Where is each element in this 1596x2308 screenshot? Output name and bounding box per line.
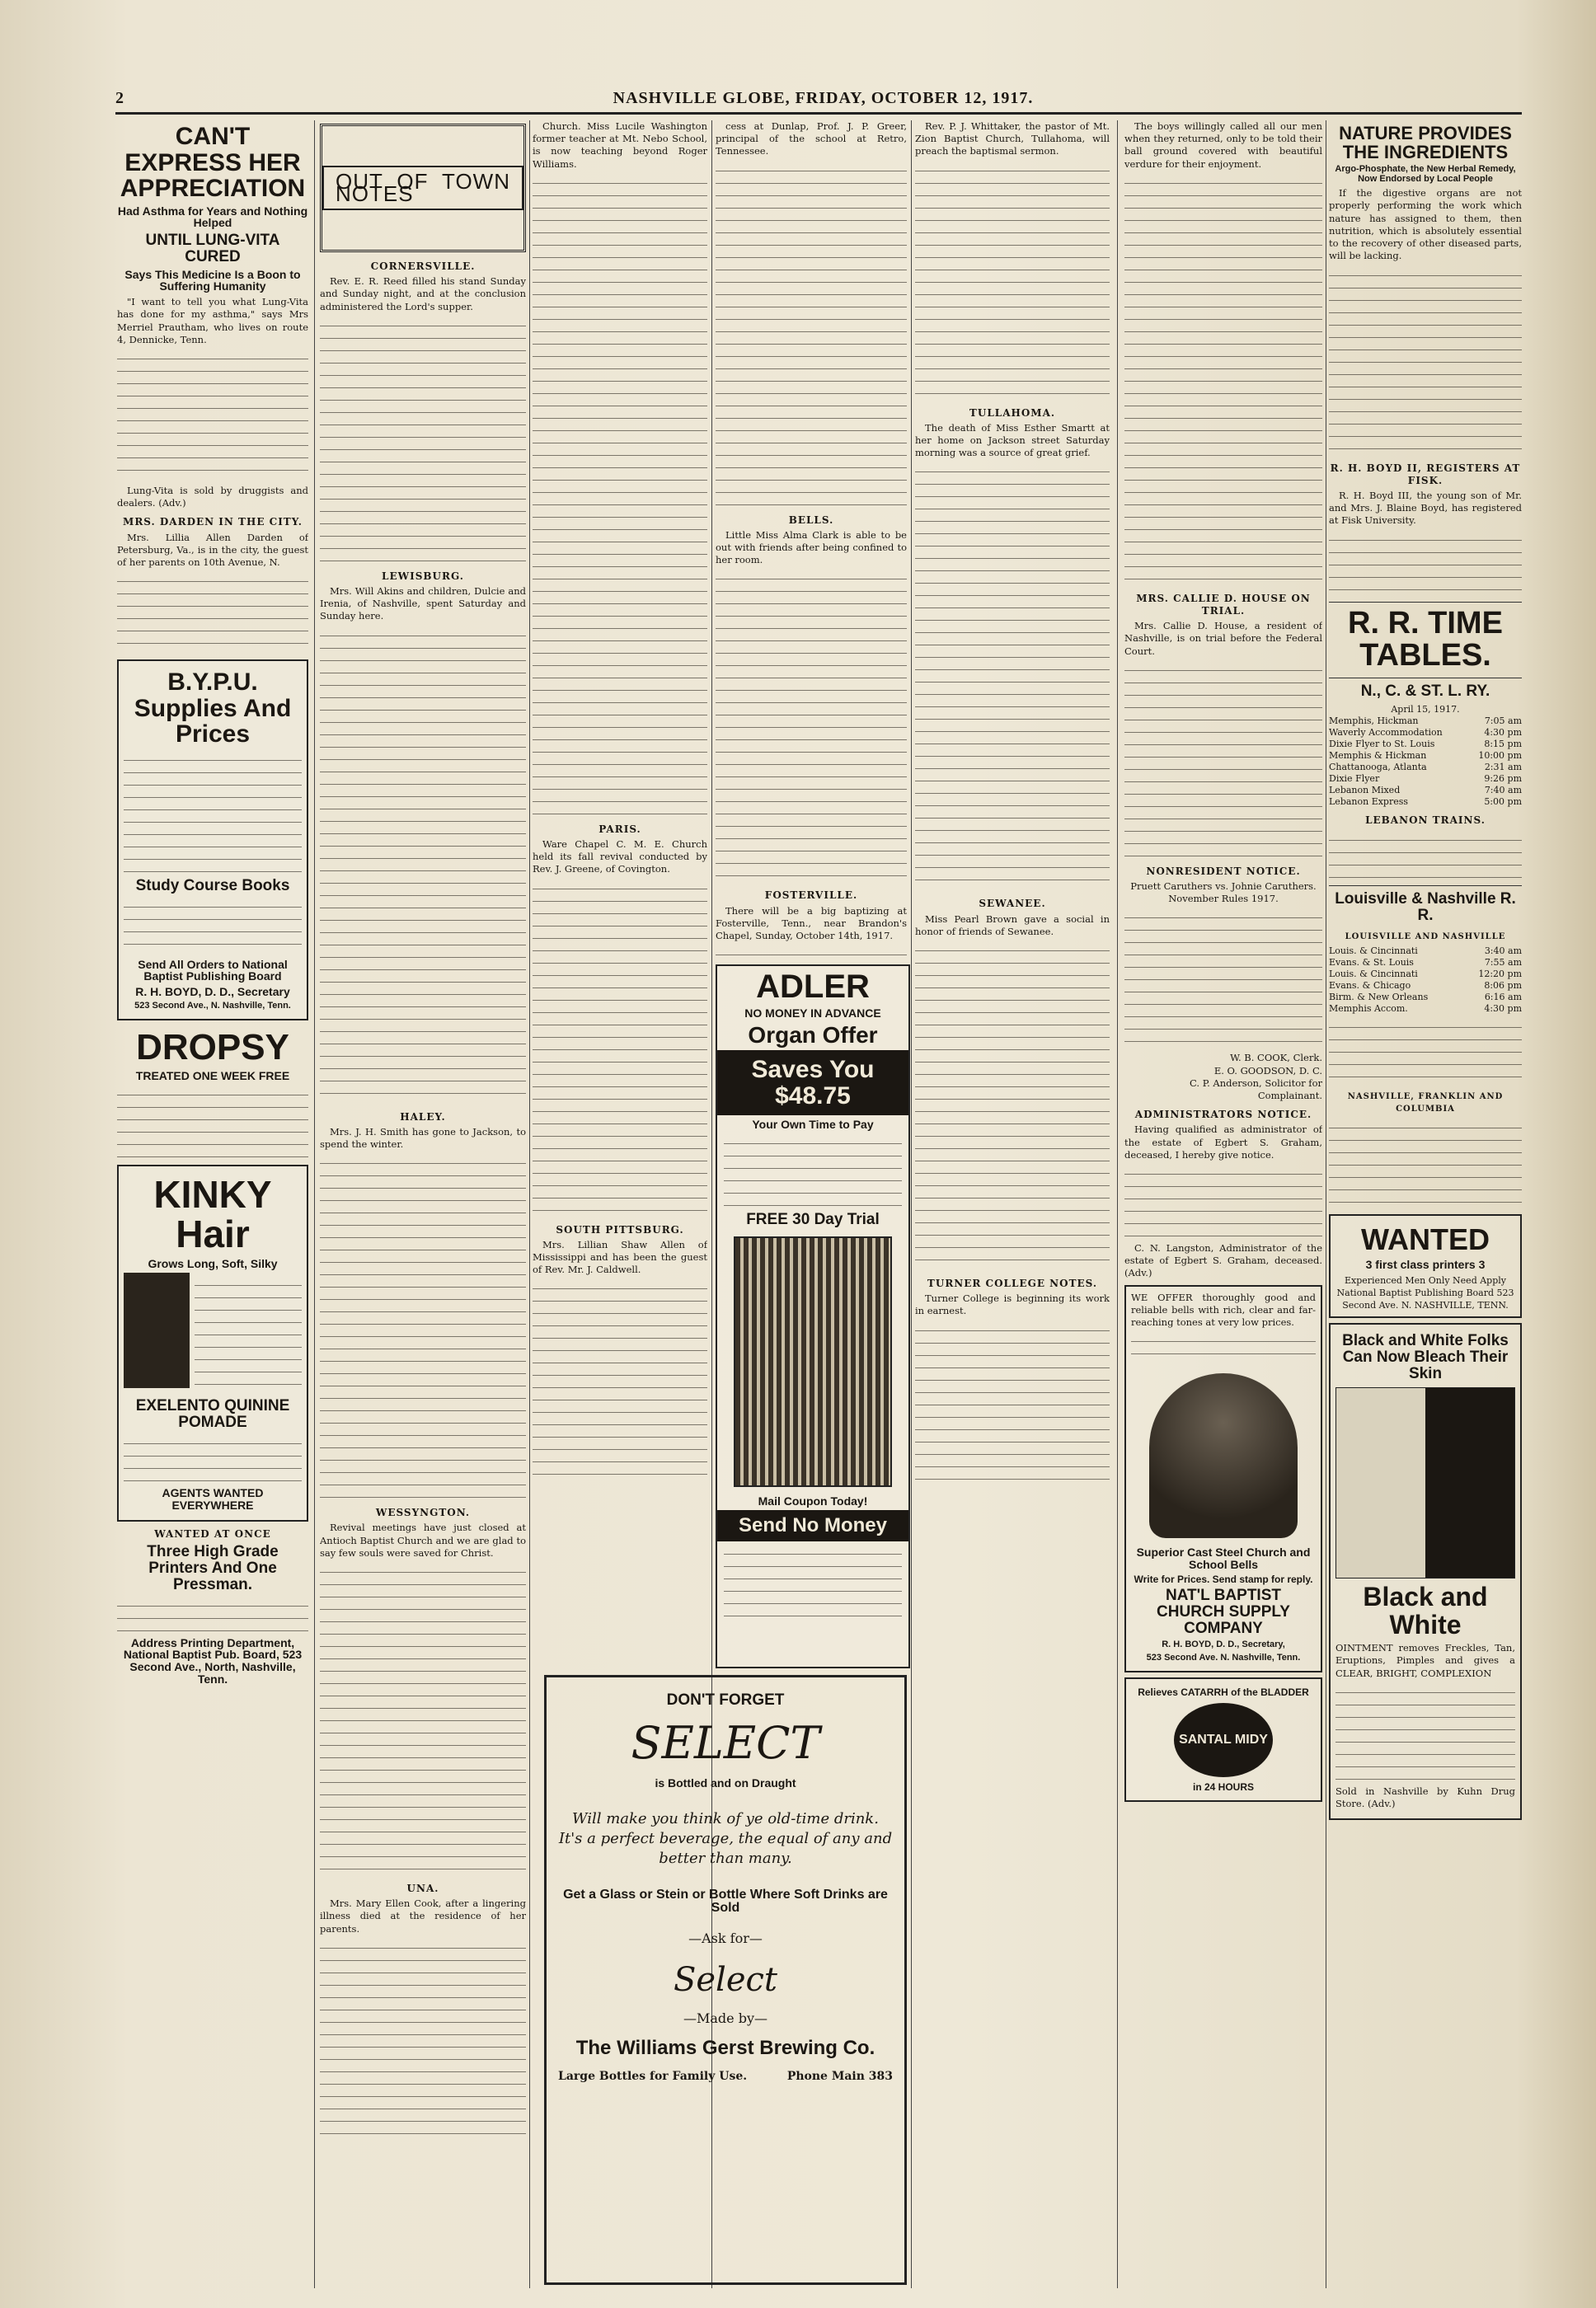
train-name: Lebanon Mixed: [1329, 785, 1401, 796]
article-text: Having qualified as administrator of the estate of Egbert S. Graham, deceased, I hereby give notice.: [1124, 1124, 1322, 1161]
column-2: [320, 120, 526, 2288]
article-body-lines: [1124, 908, 1322, 1048]
ad-body-lines: [195, 1276, 302, 1391]
kinky-title: KINKY Hair: [153, 1173, 272, 1256]
train-name: Lebanon Express: [1329, 796, 1409, 808]
section-title: SEWANEE.: [979, 898, 1046, 910]
column-5: [915, 120, 1110, 2288]
train-name: Memphis, Hickman: [1329, 715, 1419, 727]
train-name: Memphis Accom.: [1329, 1002, 1408, 1014]
train-row: [1329, 969, 1522, 980]
train-name: Chattanooga, Atlanta: [1329, 762, 1427, 773]
kinky-hair-ad: [117, 1165, 308, 1522]
article-text: The boys willingly called all our men when they returned, only to be told their ball ground covered with beautiful verdure for their enjoyment.: [1124, 120, 1322, 170]
article-text: Mrs. Lillia Allen Darden of Petersburg, Va., is in the city, the guest of her parents on 10th Avenue, N.: [117, 531, 308, 568]
article-body-lines: [117, 572, 308, 654]
select-bottled: is Bottled and on Draught: [655, 1776, 796, 1790]
article-text: Revival meetings have just closed at Antioch Baptist Church and we are glad to say few souls were saved for Christ.: [320, 1522, 526, 1559]
train-name: Evans. & Chicago: [1329, 979, 1411, 991]
adler-mail-coupon: Mail Coupon Today!: [758, 1494, 868, 1508]
section-title: TURNER COLLEGE NOTES.: [927, 1278, 1098, 1290]
train-row: [1329, 727, 1522, 739]
article-text: Miss Pearl Brown gave a social in honor of friends of Sewanee.: [915, 912, 1110, 937]
masthead-rule: [115, 112, 1522, 115]
subhead-boon: Says This Medicine Is a Boon to Suffering Humanity: [124, 267, 301, 293]
case-rules: November Rules 1917.: [1168, 893, 1279, 905]
ln-title: Louisville & Nashville R. R.: [1335, 889, 1516, 924]
train-name: Evans. & St. Louis: [1329, 956, 1414, 968]
article-text: Rev. P. J. Whittaker, the pastor of Mt. Zion Baptist Church, Tullahoma, will preach the baptismal sermon.: [915, 120, 1110, 157]
bells-address: 523 Second Ave. N. Nashville, Tenn.: [1146, 1652, 1301, 1663]
article-body-lines: [1124, 174, 1322, 586]
santal-capsule: SANTAL MIDY: [1174, 1703, 1273, 1777]
train-row: [1329, 715, 1522, 727]
train-time: 5:00 pm: [1484, 796, 1522, 808]
article-text: Mrs. J. H. Smith has gone to Jackson, to spend the winter.: [320, 1125, 526, 1151]
section-title: CORNERSVILLE.: [370, 260, 476, 272]
dropsy-title: DROPSY: [136, 1027, 289, 1068]
masthead: NASHVILLE GLOBE, FRIDAY, OCTOBER 12, 1917.: [613, 89, 1034, 107]
ad-body-lines: [124, 898, 302, 955]
out-of-town-banner: [320, 124, 526, 252]
train-time: 4:30 pm: [1484, 727, 1522, 739]
article-text: There will be a big baptizing at Fosterville, Tenn., near Brandon's Chapel, Sunday, October 14th, 1917.: [716, 904, 907, 942]
train-row: [1329, 992, 1522, 1003]
article-body-lines: [1329, 531, 1522, 597]
timetable-lines: [1329, 1119, 1522, 1209]
train-row: [1329, 762, 1522, 773]
lebanon-title: LEBANON TRAINS.: [1365, 814, 1486, 827]
train-time: 2:31 am: [1484, 762, 1522, 773]
article-text: "I want to tell you what Lung-Vita has done for my asthma," says Mrs Merriel Prautham, who lives on route 4, Dennicke, Tenn.: [117, 296, 308, 345]
article-body-lines: [716, 162, 907, 508]
column-7: [1329, 120, 1522, 2288]
article-body-lines: [117, 349, 308, 481]
article-body-lines: [320, 1154, 526, 1500]
train-time: 6:16 am: [1484, 991, 1522, 1002]
article-text: If the digestive organs are not properly performing the work which nature has assigned to them, then nutrition, which is absolutely essential to the recovery of other diseased parts, will be lacking.: [1329, 187, 1522, 262]
article-text: R. H. Boyd III, the young son of Mr. and Mrs. J. Blaine Boyd, has registered at Fisk University.: [1329, 489, 1522, 527]
train-time: 12:20 pm: [1478, 968, 1522, 979]
case-dc: E. O. GOODSON, D. C.: [1213, 1064, 1322, 1077]
select-beer-ad: [544, 1675, 907, 2285]
column-1: [117, 120, 308, 2288]
column-6: [1124, 120, 1322, 2288]
article-text: Church. Miss Lucile Washington former teacher at Mt. Nebo School, is now teaching beyond Roger Williams.: [533, 120, 707, 170]
adler-title: ADLER: [756, 969, 870, 1005]
select-where-sold: Get a Glass or Stein or Bottle Where Soft Drinks are Sold: [563, 1887, 888, 1916]
select-dont-forget: DON'T FORGET: [666, 1691, 785, 1709]
case-parties: Pruett Caruthers vs. Johnie Caruthers.: [1130, 880, 1317, 893]
rr-timetables-title: R. R. TIME TABLES.: [1348, 605, 1503, 673]
select-brewery: The Williams Gerst Brewing Co.: [575, 2037, 875, 2060]
train-row: [1329, 796, 1522, 808]
ncstl-train-list: [1329, 715, 1522, 808]
coupon-lines: [724, 1545, 902, 1619]
wanted-title-2: WANTED: [1361, 1222, 1490, 1257]
black-white-ointment-ad: [1329, 1323, 1522, 1820]
adler-send-no-money: Send No Money: [717, 1510, 908, 1541]
ad-body-lines: [724, 1134, 902, 1208]
select-ask-for: —Ask for—: [688, 1930, 763, 1947]
bells-offer: WE OFFER thoroughly good and reliable bells with rich, clear and far-reaching tones at very low prices.: [1131, 1291, 1316, 1329]
ln-train-list: [1329, 945, 1522, 1015]
subhead-cured: UNTIL LUNG-VITA CURED: [145, 231, 280, 265]
article-text: Little Miss Alma Clark is able to be out with friends after being confined to her room.: [716, 528, 907, 566]
article-body-lines: [533, 1279, 707, 1477]
select-title-2: Select: [673, 1961, 777, 2000]
bells-company: NAT'L BAPTIST CHURCH SUPPLY COMPANY: [1157, 1587, 1290, 1638]
train-time: 9:26 pm: [1484, 773, 1522, 785]
train-time: 7:40 am: [1484, 785, 1522, 796]
bw-ointment: OINTMENT removes Freckles, Tan, Eruptions, Pimples and gives a CLEAR, BRIGHT, COMPLEXION: [1335, 1642, 1515, 1679]
page-number: 2: [115, 89, 124, 107]
section-title: R. H. BOYD II, REGISTERS AT FISK.: [1330, 462, 1521, 486]
column-divider: [1117, 120, 1118, 2288]
select-slogan: Will make you think of ye old-time drink. It's a perfect beverage, the equal of any and better than many.: [558, 1809, 893, 1867]
section-title: UNA.: [406, 1883, 439, 1895]
column-divider: [314, 120, 315, 2288]
train-name: Louis. & Cincinnati: [1329, 945, 1418, 956]
bells-title: Superior Cast Steel Church and School Bells: [1136, 1546, 1311, 1571]
article-text: Mrs. Callie D. House, a resident of Nashville, is on trial before the Federal Court.: [1124, 620, 1322, 657]
ln-sub: LOUISVILLE AND NASHVILLE: [1345, 931, 1506, 941]
adler-no-money: NO MONEY IN ADVANCE: [744, 1006, 881, 1020]
section-title: LEWISBURG.: [382, 570, 464, 582]
section-title: NONRESIDENT NOTICE.: [1146, 865, 1301, 877]
santal-hours: in 24 HOURS: [1192, 1780, 1254, 1793]
bw-brand: Black and White: [1363, 1582, 1488, 1640]
column-divider: [911, 120, 912, 2288]
section-title: MRS. CALLIE D. HOUSE ON TRIAL.: [1136, 592, 1311, 617]
section-title: PARIS.: [598, 823, 641, 835]
article-body-lines: [1124, 661, 1322, 859]
section-title: HALEY.: [400, 1110, 446, 1123]
article-text: Ware Chapel C. M. E. Church held its fall revival conducted by Rev. J. Greene, of Covington.: [533, 838, 707, 875]
wanted-printers-ad: [1329, 1214, 1522, 1318]
select-large-bottles: Large Bottles for Family Use.: [558, 2070, 748, 2084]
wanted-printers: Three High Grade Printers And One Pressman.: [147, 1542, 279, 1593]
train-time: 8:15 pm: [1484, 739, 1522, 750]
ad-body-lines: [124, 751, 302, 875]
select-made-by: —Made by—: [683, 2010, 767, 2027]
article-body-lines: [533, 880, 707, 1217]
adler-time-to-pay: Your Own Time to Pay: [752, 1118, 874, 1132]
dropsy-sub: TREATED ONE WEEK FREE: [135, 1069, 290, 1083]
article-text: Mrs. Mary Ellen Cook, after a lingering illness died at the residence of her parents.: [320, 1898, 526, 1935]
bells-write: Write for Prices. Send stamp for reply.: [1134, 1573, 1313, 1585]
ad-body-lines: [124, 1434, 302, 1484]
train-row: [1329, 739, 1522, 750]
exelento-title: EXELENTO QUININE POMADE: [135, 1397, 290, 1432]
bw-sold: Sold in Nashville by Kuhn Drug Store. (Adv.): [1335, 1785, 1515, 1810]
section-title: TULLAHOMA.: [969, 406, 1056, 419]
organ-illustration: [734, 1236, 892, 1487]
section-title-darden: MRS. DARDEN IN THE CITY.: [123, 516, 303, 528]
section-title: ADMINISTRATORS NOTICE.: [1134, 1109, 1312, 1121]
adler-organ-offer: Organ Offer: [748, 1021, 878, 1048]
adler-organ-ad: [716, 964, 910, 1668]
adler-saves: Saves You $48.75: [717, 1050, 908, 1115]
ad-body-lines: [117, 1597, 308, 1634]
face-illustration: [1335, 1387, 1515, 1579]
article-body-lines: [716, 945, 907, 962]
article-body-lines: [915, 162, 1110, 401]
select-phone: Phone Main 383: [786, 2070, 893, 2084]
wanted-title: WANTED AT ONCE: [154, 1527, 271, 1540]
case-solicitor: C. P. Anderson, Solicitor for Complainant.: [1190, 1077, 1322, 1102]
article-body-lines: [915, 462, 1110, 891]
article-text: The death of Miss Esther Smartt at her home on Jackson street Saturday morning was a source of great grief.: [915, 421, 1110, 459]
church-bells-ad: [1124, 1285, 1322, 1672]
train-name: Dixie Flyer to St. Louis: [1329, 739, 1435, 750]
article-body-lines: [320, 317, 526, 564]
article-text: Mrs. Lillian Shaw Allen of Mississippi and has been the guest of Rev. Mr. J. Caldwell.: [533, 1238, 707, 1276]
boyd-secretary: R. H. BOYD, D. D., Secretary: [135, 984, 290, 998]
train-name: Louis. & Cincinnati: [1329, 968, 1418, 979]
column-divider: [529, 120, 530, 2288]
timetable-lines: [1329, 831, 1522, 880]
headline-lungvita: CAN'T EXPRESS HER APPRECIATION: [120, 123, 306, 202]
article-text: Turner College is beginning its work in earnest.: [915, 1292, 1110, 1317]
train-row: [1329, 785, 1522, 796]
article-body-lines: [716, 570, 907, 883]
masthead-line: [115, 89, 1522, 108]
train-name: Memphis & Hickman: [1329, 750, 1427, 762]
train-row: [1329, 957, 1522, 969]
section-title: WESSYNGTON.: [375, 1507, 471, 1519]
article-text: C. N. Langston, Administrator of the estate of Egbert S. Graham, deceased. (Adv.): [1124, 1242, 1322, 1279]
ncstl-date: April 15, 1917.: [1391, 704, 1460, 715]
bell-illustration: [1149, 1373, 1298, 1538]
bypu-ad: [117, 659, 308, 1020]
publishing-address: 523 Second Ave., N. Nashville, Tenn.: [134, 1000, 291, 1011]
article-body-lines: [1124, 1165, 1322, 1239]
article-body-lines: [915, 1321, 1110, 1486]
article-body-lines: [320, 626, 526, 1105]
case-clerk: W. B. COOK, Clerk.: [1230, 1052, 1322, 1064]
kinky-sub: Grows Long, Soft, Silky: [148, 1256, 278, 1270]
adler-free-trial: FREE 30 Day Trial: [746, 1210, 880, 1228]
ad-body-lines: [1335, 1683, 1515, 1782]
train-time: 8:06 pm: [1484, 979, 1522, 991]
ad-body-lines: [117, 1086, 308, 1160]
train-row: [1329, 1003, 1522, 1015]
article-text: cess at Dunlap, Prof. J. P. Greer, principal of the school at Retro, Tennessee.: [716, 120, 907, 157]
train-time: 10:00 pm: [1478, 750, 1522, 762]
section-title: SOUTH PITTSBURG.: [556, 1223, 684, 1236]
train-time: 4:30 pm: [1484, 1002, 1522, 1014]
section-title: FOSTERVILLE.: [764, 889, 858, 902]
train-row: [1329, 980, 1522, 992]
bypu-title: B.Y.P.U. Supplies And Prices: [134, 668, 292, 748]
article-text: Lung-Vita is sold by druggists and dealers. (Adv.): [117, 484, 308, 509]
wanted-details: Experienced Men Only Need Apply National Baptist Publishing Board 523 Second Ave. N. NASHVILLE, TENN.: [1336, 1274, 1514, 1311]
bells-secretary: R. H. BOYD, D. D., Secretary,: [1162, 1640, 1285, 1650]
select-title: SELECT: [631, 1716, 820, 1769]
subhead-asthma: Had Asthma for Years and Nothing Helped: [117, 204, 308, 230]
article-text: Mrs. Will Akins and children, Dulcie and Irenia, of Nashville, spent Saturday and Sunday here.: [320, 585, 526, 622]
send-orders: Send All Orders to National Baptist Publishing Board: [138, 957, 288, 983]
wanted-address: Address Printing Department, National Baptist Pub. Board, 523 Second Ave., North, Nashville, Tenn.: [123, 1635, 303, 1686]
portrait-illustration: [124, 1273, 190, 1388]
train-name: Waverly Accommodation: [1329, 727, 1443, 739]
study-course-title: Study Course Books: [135, 876, 290, 894]
agents-wanted: AGENTS WANTED EVERYWHERE: [162, 1486, 264, 1512]
train-row: [1329, 750, 1522, 762]
article-body-lines: [320, 1939, 526, 2137]
train-name: Dixie Flyer: [1329, 773, 1380, 785]
train-time: 7:55 am: [1484, 956, 1522, 968]
wanted-3-printers: 3 first class printers 3: [1365, 1257, 1486, 1271]
headline-nature: NATURE PROVIDES THE INGREDIENTS: [1339, 123, 1512, 163]
train-row: [1329, 945, 1522, 957]
subhead-argo: Argo-Phosphate, the New Herbal Remedy, Now Endorsed by Local People: [1335, 164, 1516, 184]
article-body-lines: [1329, 266, 1522, 456]
article-text: Rev. E. R. Reed filled his stand Sunday and Sunday night, and at the conclusion administered the Lord's supper.: [320, 275, 526, 312]
train-time: 7:05 am: [1484, 715, 1522, 727]
train-row: [1329, 773, 1522, 785]
ncstl-title: N., C. & ST. L. RY.: [1360, 683, 1490, 701]
santal-midy-ad: [1124, 1677, 1322, 1802]
article-body-lines: [533, 174, 707, 817]
nfc-title: NASHVILLE, FRANKLIN AND COLUMBIA: [1347, 1091, 1504, 1114]
ad-body-lines: [1131, 1332, 1316, 1365]
article-body-lines: [320, 1563, 526, 1876]
article-body-lines: [915, 941, 1110, 1271]
train-time: 3:40 am: [1484, 945, 1522, 956]
banner-text: OUT OF TOWN NOTES: [322, 166, 523, 210]
santal-relieves: Relieves CATARRH of the BLADDER: [1138, 1686, 1309, 1699]
train-name: Birm. & New Orleans: [1329, 991, 1429, 1002]
timetable-lines: [1329, 1018, 1522, 1084]
bw-headline: Black and White Folks Can Now Bleach Their Skin: [1342, 1332, 1509, 1383]
section-title: BELLS.: [788, 514, 834, 526]
